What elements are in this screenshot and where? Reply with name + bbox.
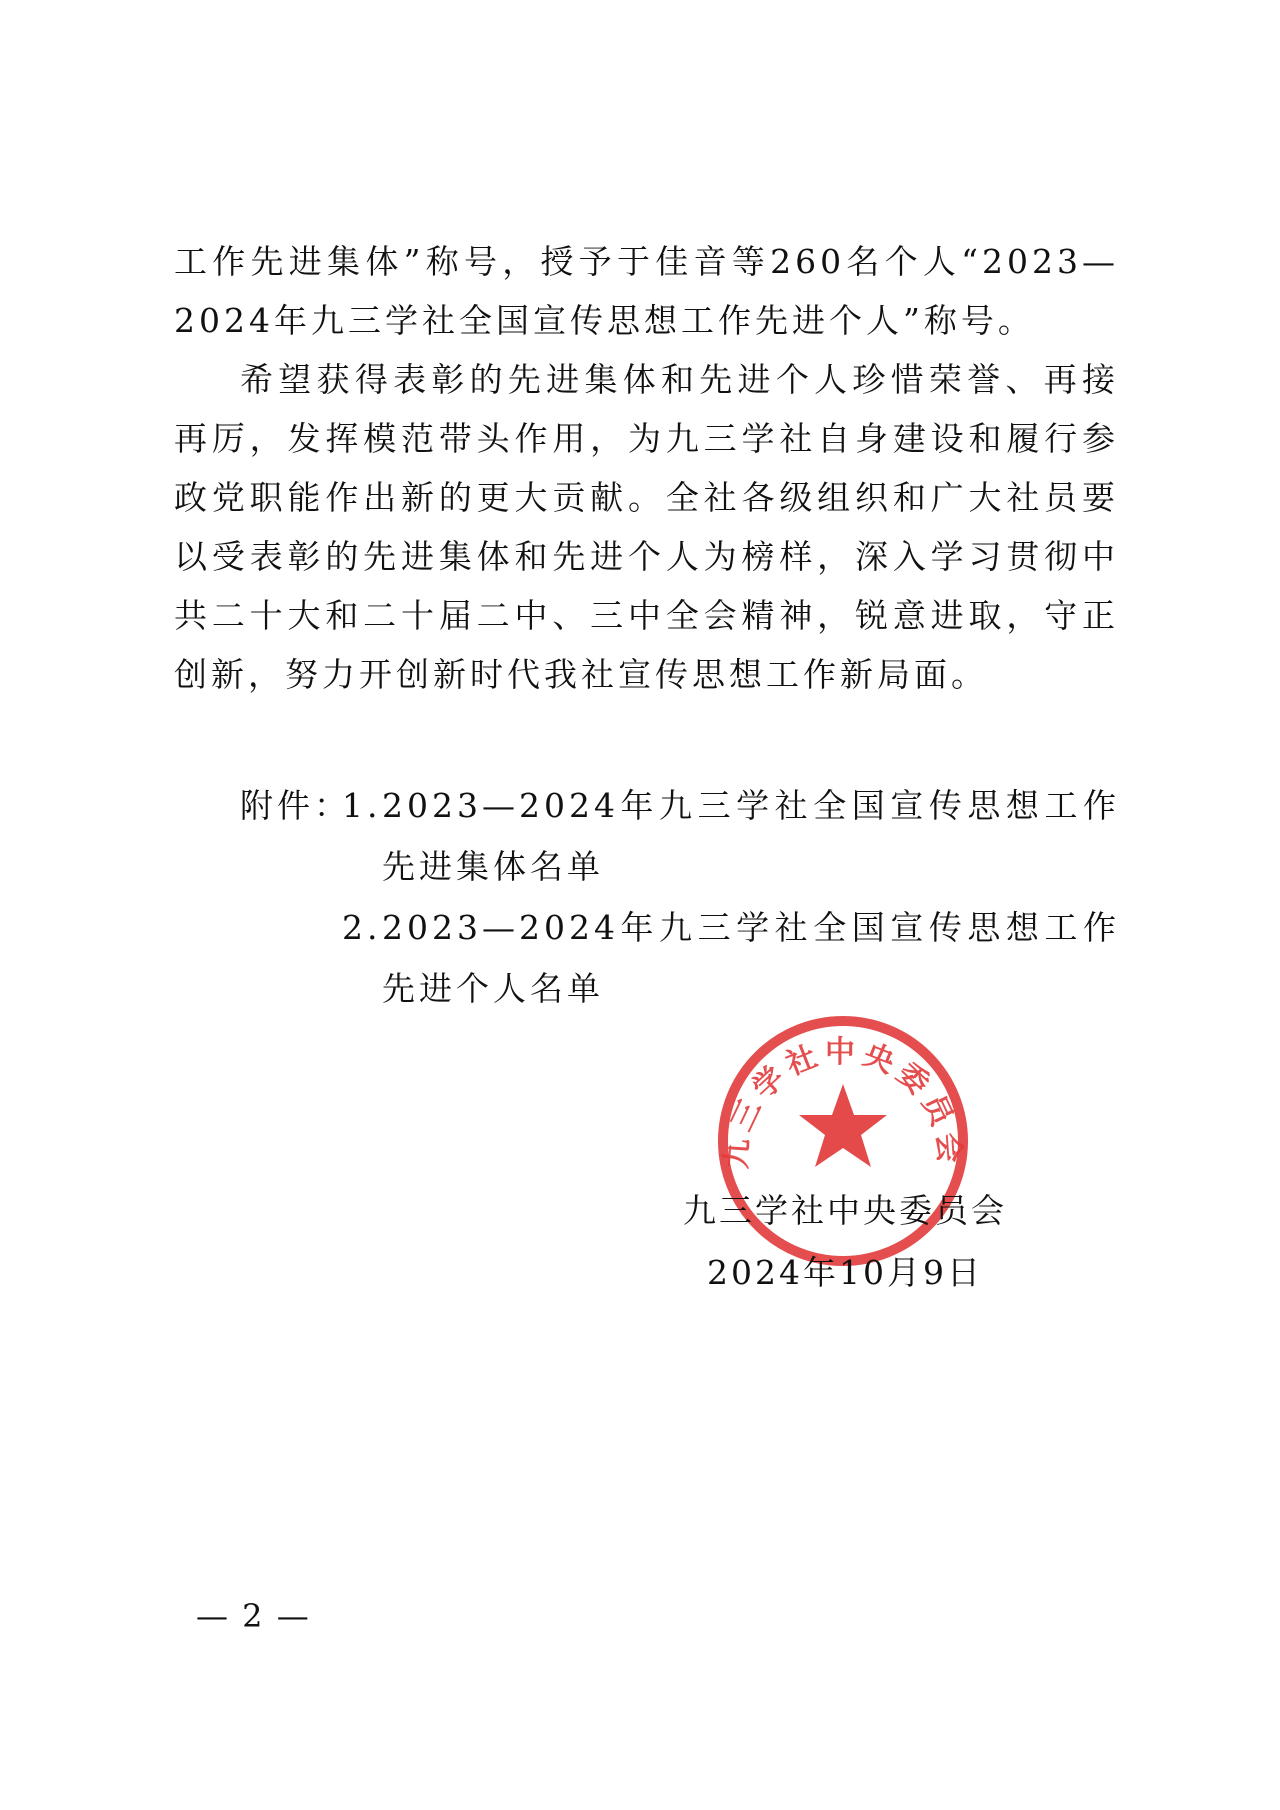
attachment-text-1: 2023—2024年九三学社全国宣传思想工作先进集体名单 bbox=[382, 786, 1120, 886]
attachment-item-2 bbox=[342, 897, 1120, 1019]
body-text bbox=[174, 232, 1119, 704]
signature-block bbox=[680, 1180, 1010, 1304]
page-number: — 2 — bbox=[196, 1597, 311, 1635]
attachments bbox=[240, 775, 1120, 1019]
attachment-row-2 bbox=[240, 897, 1120, 1019]
paragraph-1: 工作先进集体”称号，授予于佳音等260名个人“2023—2024年九三学社全国宣传思想工作先进个人”称号。 bbox=[174, 242, 1119, 340]
signature-organization: 九三学社中央委员会 bbox=[683, 1191, 1007, 1230]
attachments-label: 附件： bbox=[240, 786, 351, 825]
paragraph-2: 希望获得表彰的先进集体和先进个人珍惜荣誉、再接再厉，发挥模范带头作用，为九三学社自身建设和履行参政党职能作出新的更大贡献。全社各级组织和广大社员要以受表彰的先进集体和先进个人为榜样，深入学习贯彻中共二十大和二十届二中、三中全会精神，锐意进取，守正创新，努力开创新时代我社宣传思想工作新局面。 bbox=[174, 360, 1119, 694]
signature-date: 2024年10月9日 bbox=[707, 1253, 983, 1292]
attachment-text-2: 2023—2024年九三学社全国宣传思想工作先进个人名单 bbox=[382, 908, 1120, 1008]
star-icon bbox=[799, 1084, 887, 1167]
attachment-row-1 bbox=[240, 775, 1120, 897]
attachment-number-2: 2. bbox=[342, 908, 382, 947]
seal-arc-text: 九三学社中央委员会 bbox=[719, 1035, 967, 1170]
attachment-item-1 bbox=[342, 775, 1120, 897]
attachment-number-1: 1. bbox=[342, 786, 382, 825]
